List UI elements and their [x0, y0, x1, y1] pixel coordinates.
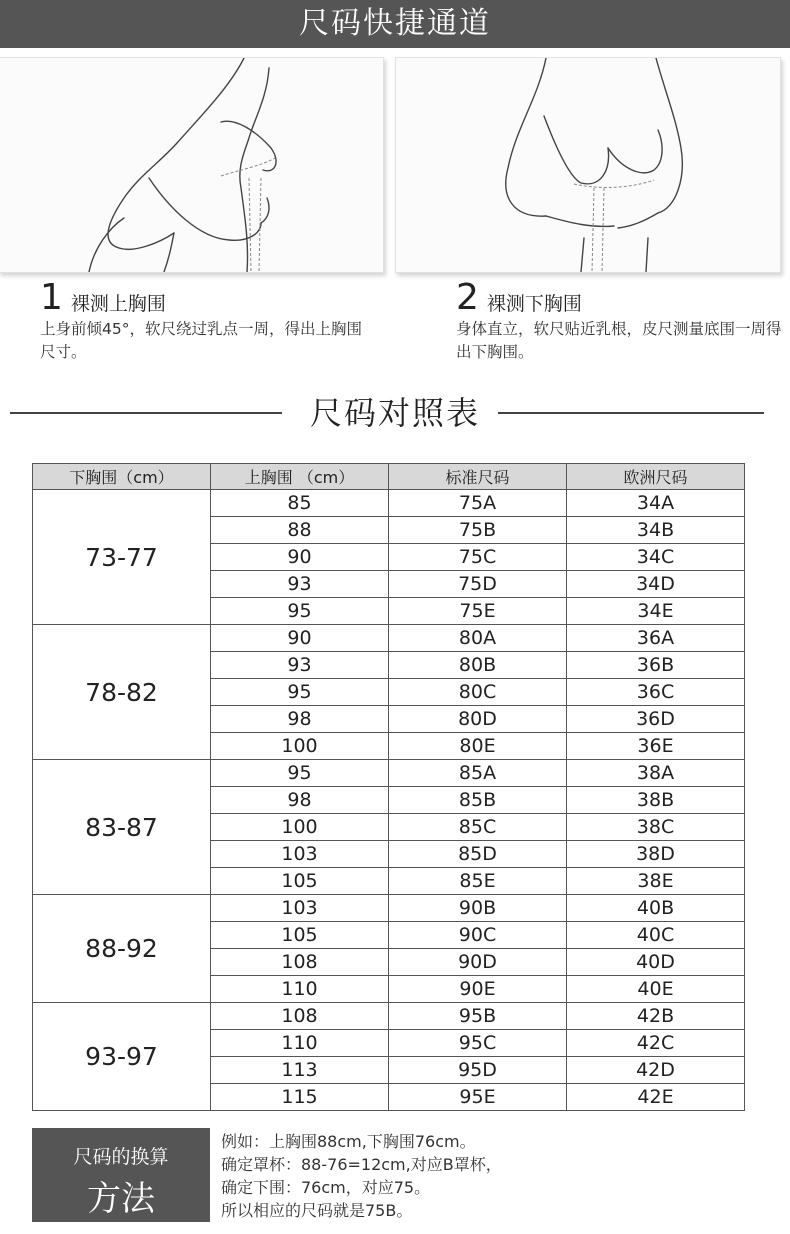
- conversion-method-label: [32, 1128, 210, 1222]
- upper-bust-cell: 90: [211, 544, 389, 571]
- eu-size-cell: 40C: [567, 922, 745, 949]
- table-body: [33, 490, 745, 1111]
- upper-bust-cell: 98: [211, 787, 389, 814]
- table-row: [33, 490, 745, 517]
- step-number: 2: [456, 277, 479, 318]
- standard-size-cell: 75B: [389, 517, 567, 544]
- standard-size-cell: 90B: [389, 895, 567, 922]
- eu-size-cell: 34E: [567, 598, 745, 625]
- step-title: 裸测下胸围: [486, 293, 582, 315]
- upper-bust-cell: 90: [211, 625, 389, 652]
- upper-bust-cell: 108: [211, 1003, 389, 1030]
- standard-size-cell: 95E: [389, 1084, 567, 1111]
- eu-size-cell: 38B: [567, 787, 745, 814]
- table-row: [33, 625, 745, 652]
- upper-bust-cell: 95: [211, 679, 389, 706]
- step-title: 裸测上胸围: [70, 293, 166, 315]
- upper-bust-cell: 103: [211, 895, 389, 922]
- standard-size-cell: 80E: [389, 733, 567, 760]
- banner-title: 尺码快捷通道: [299, 6, 491, 41]
- eu-size-cell: 40E: [567, 976, 745, 1003]
- standard-size-cell: 90C: [389, 922, 567, 949]
- upper-bust-cell: 110: [211, 1030, 389, 1057]
- standard-size-cell: 90E: [389, 976, 567, 1003]
- upper-bust-cell: 100: [211, 814, 389, 841]
- upper-bust-cell: 85: [211, 490, 389, 517]
- upper-bust-figure-image: [0, 58, 383, 272]
- standard-size-cell: 80A: [389, 625, 567, 652]
- size-chart-title: 尺码对照表: [309, 394, 480, 432]
- upper-bust-cell: 113: [211, 1057, 389, 1084]
- size-chart-table: [32, 463, 745, 1111]
- eu-size-cell: 42B: [567, 1003, 745, 1030]
- upper-bust-cell: 93: [211, 652, 389, 679]
- under-bust-range-cell: 83-87: [33, 760, 211, 895]
- standard-size-cell: 90D: [389, 949, 567, 976]
- under-bust-range-cell: 93-97: [33, 1003, 211, 1111]
- standard-size-cell: 80B: [389, 652, 567, 679]
- upper-bust-cell: 110: [211, 976, 389, 1003]
- upper-bust-cell: 108: [211, 949, 389, 976]
- standard-size-cell: 85C: [389, 814, 567, 841]
- standard-size-cell: 85D: [389, 841, 567, 868]
- eu-size-cell: 36B: [567, 652, 745, 679]
- standard-size-cell: 75D: [389, 571, 567, 598]
- under-bust-range-cell: 73-77: [33, 490, 211, 625]
- table-row: [33, 1003, 745, 1030]
- size-chart-heading: [0, 390, 790, 436]
- example-line: 确定下围：76cm，对应75。: [221, 1178, 431, 1197]
- step-2-caption: [456, 277, 786, 364]
- table-header-row: [33, 464, 745, 490]
- standard-size-cell: 95C: [389, 1030, 567, 1057]
- upper-bust-cell: 95: [211, 760, 389, 787]
- upper-bust-cell: 98: [211, 706, 389, 733]
- eu-size-cell: 38C: [567, 814, 745, 841]
- standard-size-cell: 85B: [389, 787, 567, 814]
- eu-size-cell: 38D: [567, 841, 745, 868]
- eu-size-cell: 42D: [567, 1057, 745, 1084]
- eu-size-cell: 34D: [567, 571, 745, 598]
- standard-size-cell: 85E: [389, 868, 567, 895]
- header-upper-bust: 上胸围 （cm）: [211, 464, 389, 490]
- example-line: 所以相应的尺码就是75B。: [221, 1201, 413, 1220]
- example-line: 确定罩杯：88-76=12cm,对应B罩杯，: [221, 1155, 502, 1174]
- standard-size-cell: 75A: [389, 490, 567, 517]
- eu-size-cell: 36C: [567, 679, 745, 706]
- table-row: [33, 760, 745, 787]
- example-line: 例如：上胸围88cm,下胸围76cm。: [221, 1132, 476, 1151]
- step-1-caption: [40, 277, 370, 364]
- eu-size-cell: 38E: [567, 868, 745, 895]
- conversion-example: [221, 1130, 502, 1222]
- under-bust-range-cell: 78-82: [33, 625, 211, 760]
- page-banner: [0, 0, 790, 48]
- eu-size-cell: 38A: [567, 760, 745, 787]
- header-under-bust: 下胸围（cm）: [33, 464, 211, 490]
- step-description: 身体直立，软尺贴近乳根，皮尺测量底围一周得出下胸围。: [456, 320, 782, 361]
- eu-size-cell: 40B: [567, 895, 745, 922]
- eu-size-cell: 34B: [567, 517, 745, 544]
- header-standard-size: 标准尺码: [389, 464, 567, 490]
- eu-size-cell: 42C: [567, 1030, 745, 1057]
- standard-size-cell: 80D: [389, 706, 567, 733]
- upper-bust-cell: 93: [211, 571, 389, 598]
- header-eu-size: 欧洲尺码: [567, 464, 745, 490]
- eu-size-cell: 36D: [567, 706, 745, 733]
- eu-size-cell: 36A: [567, 625, 745, 652]
- upper-bust-cell: 88: [211, 517, 389, 544]
- measure-under-bust-illustration: [395, 57, 781, 273]
- standard-size-cell: 95D: [389, 1057, 567, 1084]
- upper-bust-cell: 100: [211, 733, 389, 760]
- standard-size-cell: 80C: [389, 679, 567, 706]
- measure-upper-bust-illustration: [0, 57, 384, 273]
- standard-size-cell: 75E: [389, 598, 567, 625]
- eu-size-cell: 36E: [567, 733, 745, 760]
- eu-size-cell: 42E: [567, 1084, 745, 1111]
- upper-bust-cell: 103: [211, 841, 389, 868]
- upper-bust-cell: 105: [211, 868, 389, 895]
- method-label-line1: 尺码的换算: [73, 1146, 169, 1168]
- standard-size-cell: 85A: [389, 760, 567, 787]
- upper-bust-cell: 105: [211, 922, 389, 949]
- eu-size-cell: 40D: [567, 949, 745, 976]
- under-bust-range-cell: 88-92: [33, 895, 211, 1003]
- upper-bust-cell: 115: [211, 1084, 389, 1111]
- step-number: 1: [40, 277, 63, 318]
- eu-size-cell: 34C: [567, 544, 745, 571]
- upper-bust-cell: 95: [211, 598, 389, 625]
- step-description: 上身前倾45°，软尺绕过乳点一周，得出上胸围尺寸。: [40, 320, 362, 361]
- method-label-line2: 方法: [87, 1179, 155, 1219]
- eu-size-cell: 34A: [567, 490, 745, 517]
- table-row: [33, 895, 745, 922]
- under-bust-figure-image: [396, 58, 780, 272]
- standard-size-cell: 75C: [389, 544, 567, 571]
- standard-size-cell: 95B: [389, 1003, 567, 1030]
